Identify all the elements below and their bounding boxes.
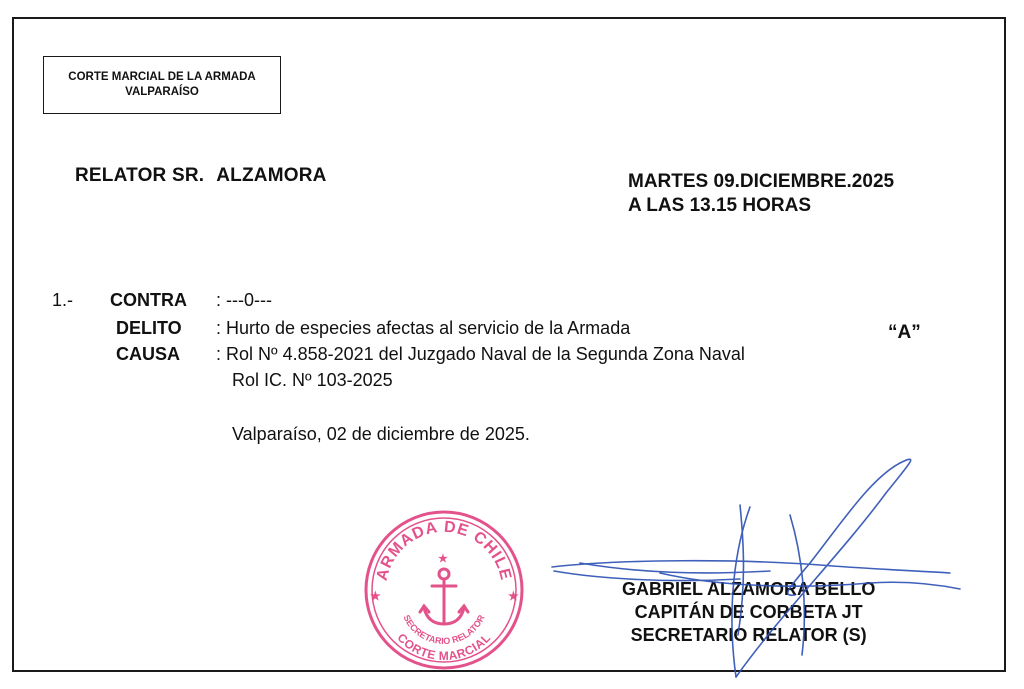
official-seal bbox=[362, 508, 526, 672]
contra-value: : ---0--- bbox=[216, 290, 272, 310]
signature-block bbox=[622, 578, 875, 647]
relator-line bbox=[75, 165, 327, 187]
svg-text:SECRETARIO RELATOR: SECRETARIO RELATOR bbox=[401, 613, 487, 647]
svg-text:★: ★ bbox=[438, 553, 448, 565]
court-city: VALPARAÍSO bbox=[125, 86, 199, 98]
item-number: 1.- bbox=[52, 290, 74, 310]
signatory-name: GABRIEL ALZAMORA BELLO bbox=[622, 579, 876, 599]
relator-label: RELATOR SR. bbox=[75, 165, 205, 186]
svg-text:★: ★ bbox=[508, 589, 519, 603]
court-name: CORTE MARCIAL DE LA ARMADA bbox=[68, 71, 256, 83]
causa-value-line2: Rol IC. Nº 103-2025 bbox=[232, 370, 393, 390]
place-date: Valparaíso, 02 de diciembre de 2025. bbox=[232, 424, 530, 444]
session-date-block bbox=[628, 170, 894, 218]
session-time: A LAS 13.15 HORAS bbox=[628, 195, 812, 216]
session-date: MARTES 09.DICIEMBRE.2025 bbox=[628, 171, 895, 192]
anchor-icon bbox=[420, 569, 468, 624]
delito-label: DELITO bbox=[116, 318, 182, 338]
signatory-role: SECRETARIO RELATOR (S) bbox=[630, 625, 867, 645]
contra-label: CONTRA bbox=[110, 290, 187, 310]
svg-text:CORTE MARCIAL: CORTE MARCIAL bbox=[394, 630, 494, 664]
delito-value: : Hurto de especies afectas al servicio de la Armada bbox=[216, 318, 631, 338]
signatory-rank: CAPITÁN DE CORBETA JT bbox=[634, 602, 863, 622]
svg-text:ARMADA DE CHILE: ARMADA DE CHILE bbox=[373, 518, 515, 583]
causa-value-line1: : Rol Nº 4.858-2021 del Juzgado Naval de la Segunda Zona Naval bbox=[216, 344, 745, 364]
svg-text:★: ★ bbox=[370, 589, 381, 603]
court-header-box bbox=[43, 56, 281, 114]
causa-label: CAUSA bbox=[116, 344, 181, 364]
relator-name: ALZAMORA bbox=[216, 165, 327, 186]
grade-badge: “A” bbox=[888, 322, 921, 343]
